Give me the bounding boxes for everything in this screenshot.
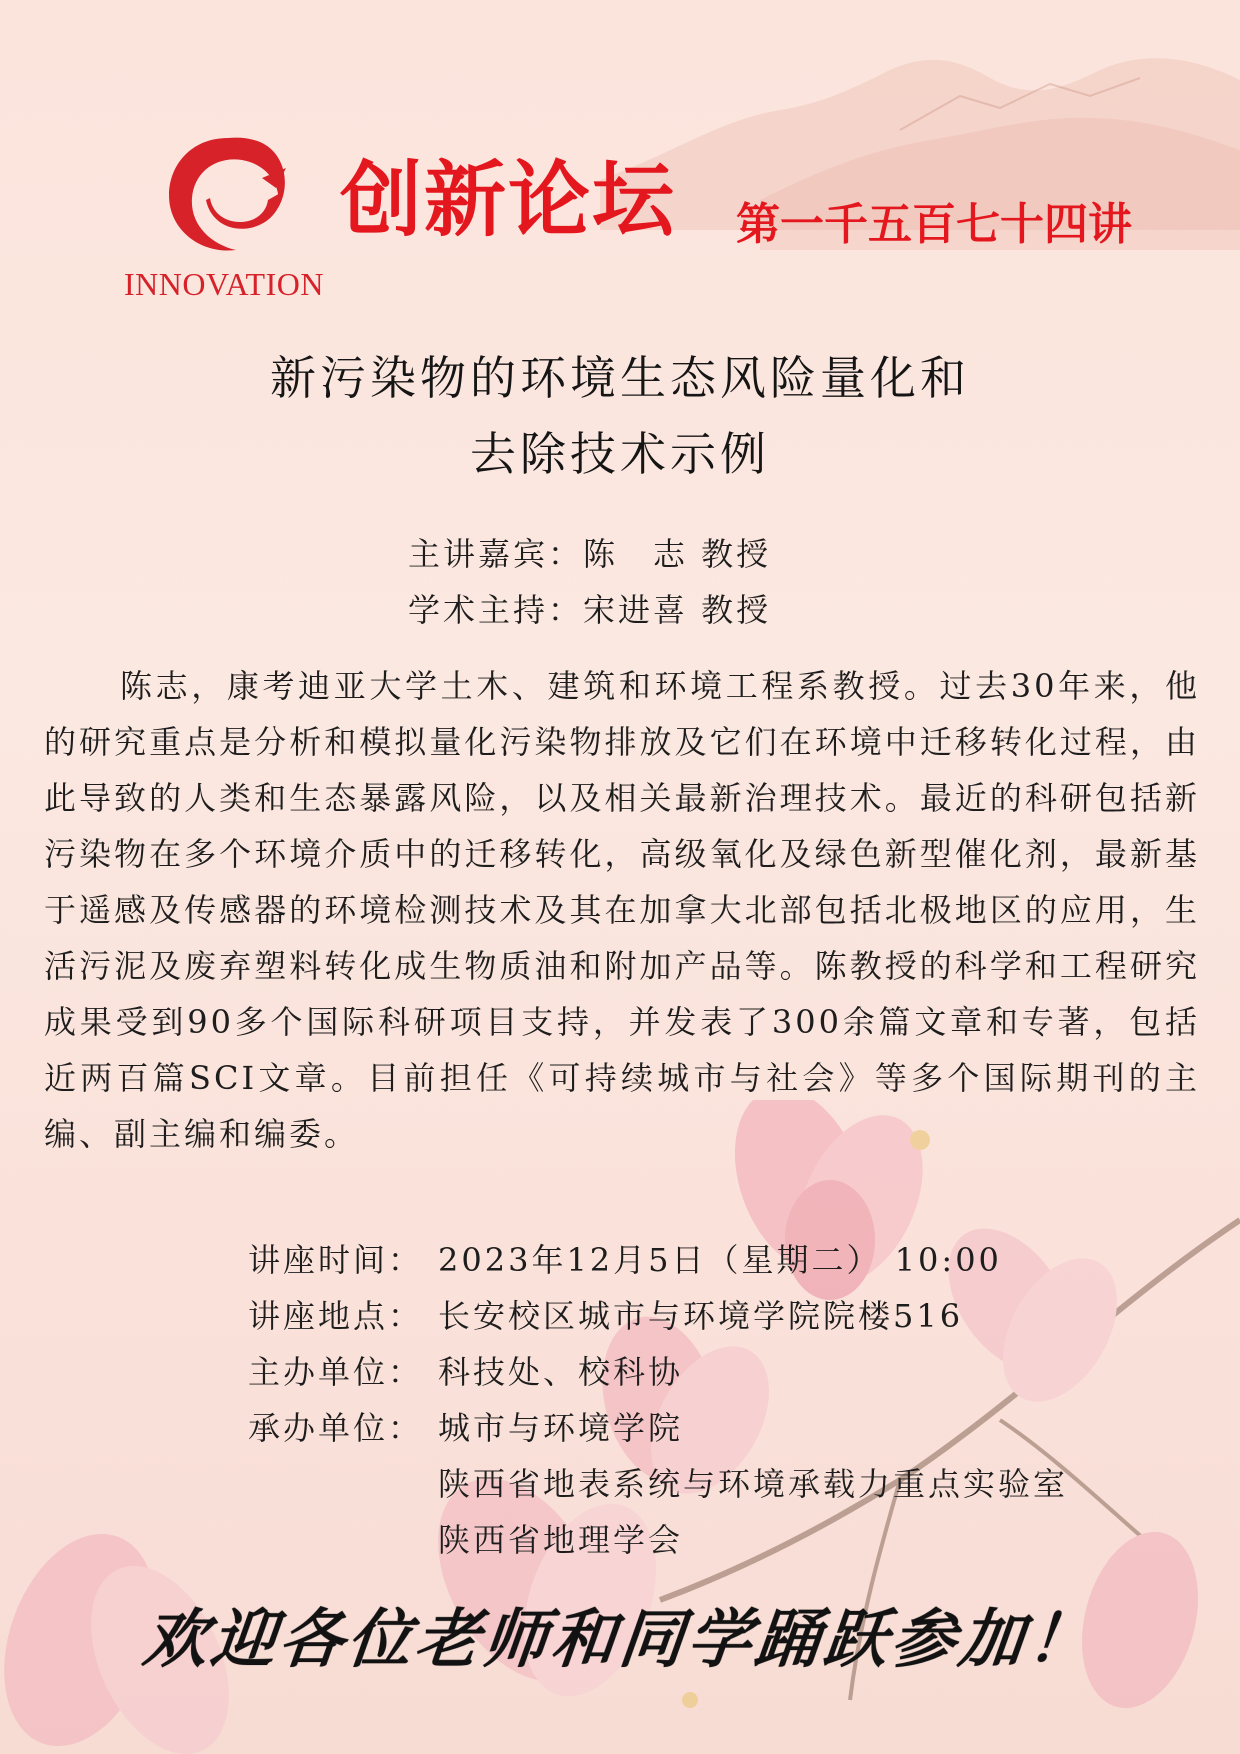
time-value: 2023年12月5日（星期二） 10:00 [438, 1241, 1002, 1279]
time-label: 讲座时间： [248, 1241, 424, 1279]
co-organizer-label: 承办单位： [248, 1409, 424, 1447]
organizer-label: 主办单位： [248, 1353, 424, 1391]
innovation-swirl-icon [158, 128, 298, 258]
welcome-slogan: 欢迎各位老师和同学踊跃参加！ [139, 1603, 1100, 1677]
lecture-details [248, 1232, 1068, 1568]
speaker-block [408, 526, 771, 638]
place-value: 长安校区城市与环境学院院楼516 [438, 1297, 964, 1335]
innovation-logo [118, 128, 348, 308]
co-organizer-item: 陕西省地表系统与环境承载力重点实验室 [438, 1465, 1069, 1503]
forum-session-number: 第一千五百七十四讲 [736, 199, 1132, 250]
host-line: 学术主持：宋进喜 教授 [408, 591, 772, 629]
lecture-title-line2: 去除技术示例 [470, 427, 770, 481]
organizer-value: 科技处、校科协 [438, 1353, 684, 1391]
place-label: 讲座地点： [248, 1297, 424, 1335]
speaker-bio: 陈志，康考迪亚大学土木、建筑和环境工程系教授。过去30年来，他的研究重点是分析和模拟量化污染物排放及它们在环境中迁移转化过程，由此导致的人类和生态暴露风险，以及相关最新治理技术。最近的科研包括新污染物在多个环境介质中的迁移转化，高级氧化及绿色新型催化剂，最新基于遥感及传感器的环境检测技术及其在加拿大北部包括北极地区的应用，生活污泥及废弃塑料转化成生物质油和附加产品等。陈教授的科学和工程研究成果受到90多个国际科研项目支持，并发表了300余篇文章和专著，包括近两百篇SCI文章。目前担任《可持续城市与社会》等多个国际期刊的主编、副主编和编委。 [44, 667, 1200, 1153]
logo-text: INNOVATION [124, 266, 324, 302]
lecture-place-row [248, 1288, 1068, 1344]
forum-title: 创新论坛 [340, 153, 677, 248]
lecture-time-row [248, 1232, 1068, 1288]
speaker-line: 主讲嘉宾：陈 志 教授 [408, 535, 772, 573]
co-organizer-list [438, 1400, 1068, 1568]
lecture-title [0, 340, 1240, 492]
lecture-title-line1: 新污染物的环境生态风险量化和 [270, 351, 970, 405]
co-organizer-row [248, 1400, 1068, 1568]
organizer-row [248, 1344, 1068, 1400]
co-organizer-item: 陕西省地理学会 [438, 1521, 684, 1559]
co-organizer-item: 城市与环境学院 [438, 1409, 684, 1447]
